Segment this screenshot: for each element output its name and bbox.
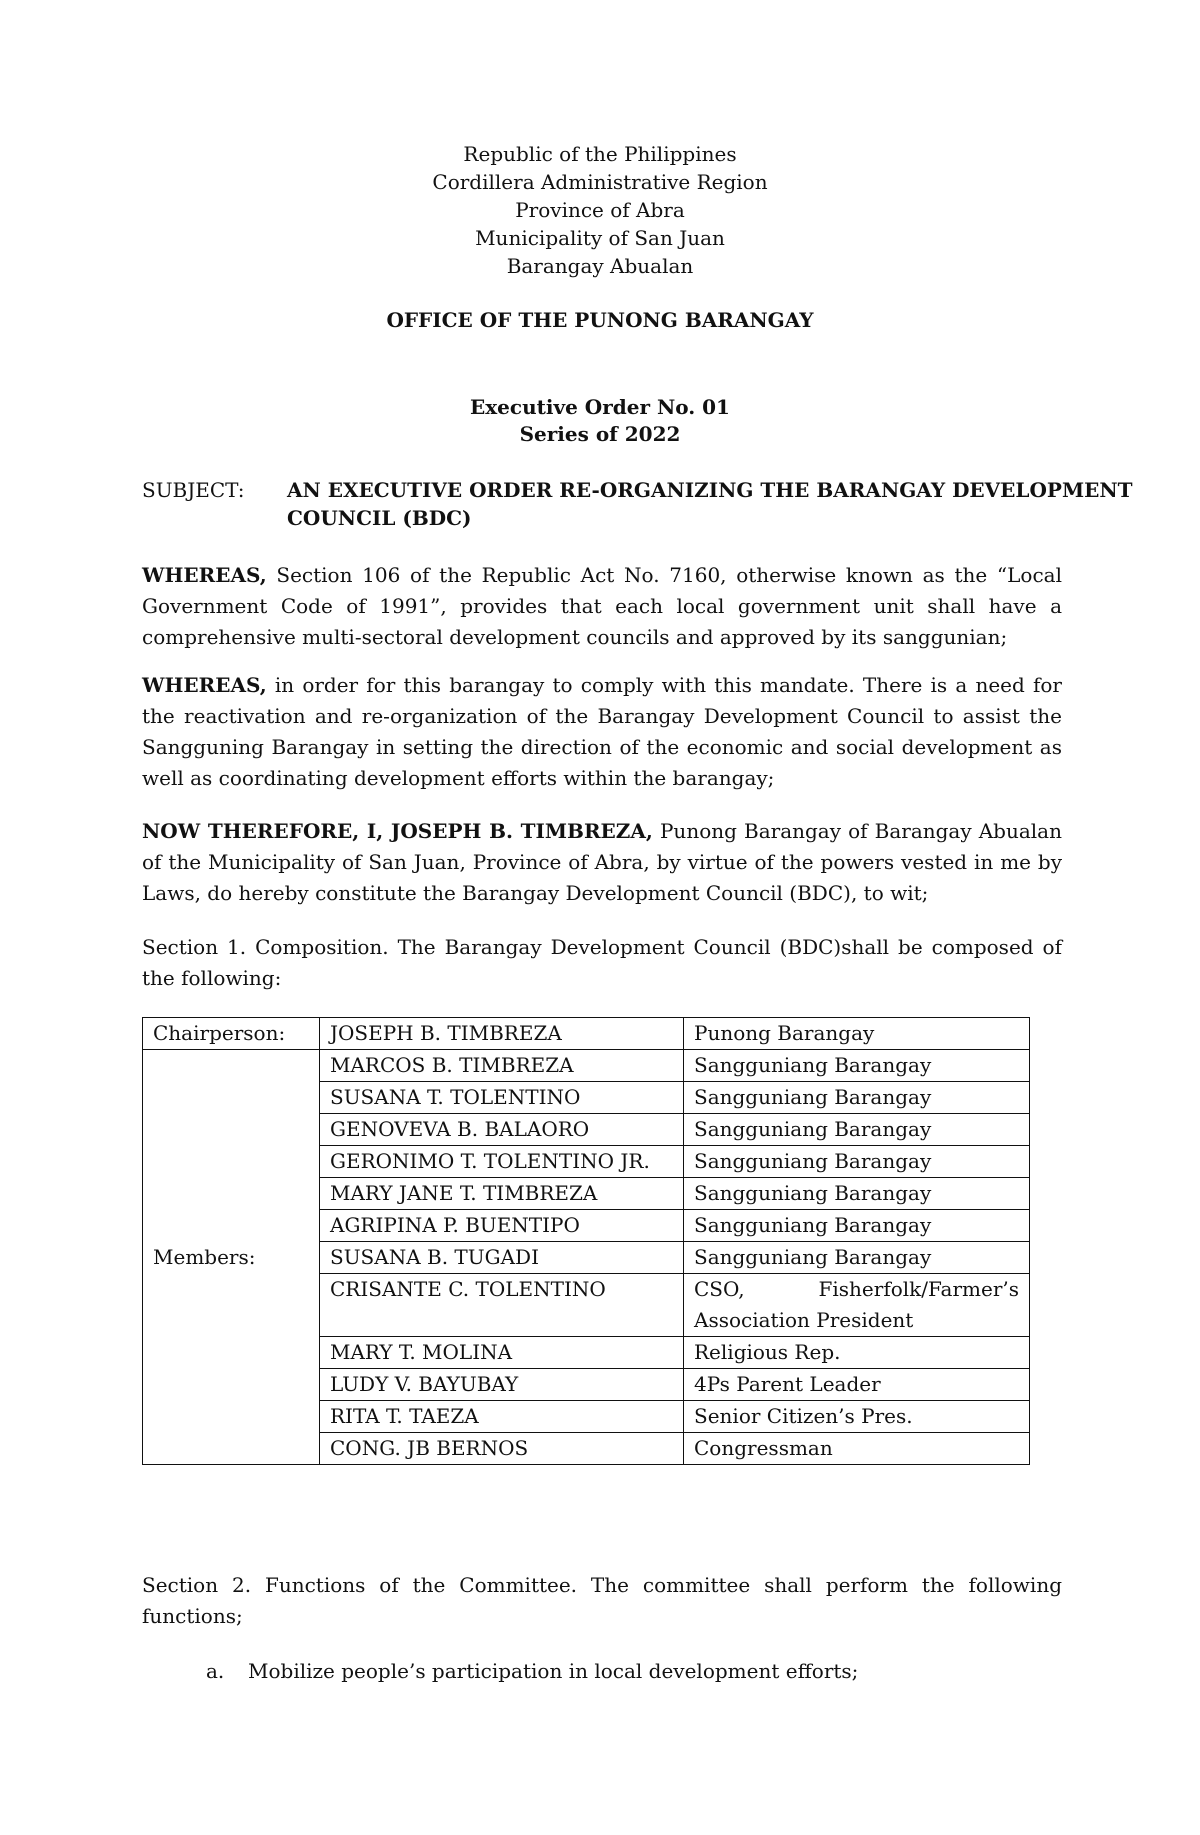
- member-name: MARY T. MOLINA: [320, 1337, 684, 1369]
- council-composition-table: [142, 1017, 1030, 1465]
- office-title: OFFICE OF THE PUNONG BARANGAY: [386, 308, 814, 332]
- member-position: Senior Citizen’s Pres.: [684, 1401, 1030, 1433]
- member-name: MARCOS B. TIMBREZA: [320, 1050, 684, 1082]
- member-position: Sangguniang Barangay: [684, 1114, 1030, 1146]
- member-position-line-1: [694, 1274, 1019, 1305]
- now-therefore-lead: NOW THEREFORE, I, JOSEPH B. TIMBREZA,: [142, 819, 653, 843]
- member-position: Sangguniang Barangay: [684, 1050, 1030, 1082]
- letterhead-line-region: Cordillera Administrative Region: [432, 170, 768, 194]
- member-name: MARY JANE T. TIMBREZA: [320, 1178, 684, 1210]
- member-name: CRISANTE C. TOLENTINO: [320, 1274, 684, 1337]
- member-position: Congressman: [684, 1433, 1030, 1465]
- whereas-lead: WHEREAS,: [142, 673, 267, 697]
- subject-label: SUBJECT:: [142, 478, 245, 502]
- table-row: [143, 1050, 1030, 1082]
- letterhead: [0, 140, 1200, 280]
- member-name: GERONIMO T. TOLENTINO JR.: [320, 1146, 684, 1178]
- letterhead-line-barangay: Barangay Abualan: [506, 254, 694, 278]
- list-item-text: Mobilize people’s participation in local development efforts;: [248, 1659, 859, 1683]
- subject-text: AN EXECUTIVE ORDER RE-ORGANIZING THE BARANGAY DEVELOPMENT COUNCIL (BDC): [287, 478, 1133, 530]
- member-position: 4Ps Parent Leader: [684, 1369, 1030, 1401]
- now-therefore-paragraph: [142, 816, 1062, 909]
- whereas-paragraph-2: [142, 670, 1062, 794]
- member-name: AGRIPINA P. BUENTIPO: [320, 1210, 684, 1242]
- list-item: [206, 1656, 858, 1686]
- letterhead-line-municipality: Municipality of San Juan: [475, 226, 725, 250]
- member-position-part: CSO,: [694, 1277, 745, 1301]
- member-name: LUDY V. BAYUBAY: [320, 1369, 684, 1401]
- member-name: SUSANA B. TUGADI: [320, 1242, 684, 1274]
- whereas-text: in order for this barangay to comply with this mandate. There is a need for the reactivation and re-organization of the Barangay Development Council to assist the Sangguning Barangay in setting the direction of the economic and social development as well as coordinating development efforts within the barangay;: [142, 673, 1062, 790]
- member-position: [684, 1274, 1030, 1337]
- table-row: [143, 1018, 1030, 1050]
- section-2-paragraph: Section 2. Functions of the Committee. The committee shall perform the following functions;: [142, 1573, 1062, 1628]
- member-name: GENOVEVA B. BALAORO: [320, 1114, 684, 1146]
- member-name: SUSANA T. TOLENTINO: [320, 1082, 684, 1114]
- whereas-text: Section 106 of the Republic Act No. 7160, otherwise known as the “Local Government Code of 1991”, provides that each local government unit shall have a comprehensive multi-sectoral development councils and approved by its sanggunian;: [142, 563, 1062, 649]
- executive-order-heading: [0, 394, 1200, 448]
- members-label: Members:: [143, 1050, 320, 1465]
- letterhead-line-country: Republic of the Philippines: [463, 142, 737, 166]
- member-name: RITA T. TAEZA: [320, 1401, 684, 1433]
- section-1-paragraph: Section 1. Composition. The Barangay Development Council (BDC)shall be composed of the following:: [142, 935, 1062, 990]
- member-name: CONG. JB BERNOS: [320, 1433, 684, 1465]
- member-position: Sangguniang Barangay: [684, 1178, 1030, 1210]
- member-position-line-2: Association President: [694, 1308, 914, 1332]
- whereas-lead: WHEREAS,: [142, 563, 267, 587]
- member-position: Sangguniang Barangay: [684, 1242, 1030, 1274]
- chairperson-label: Chairperson:: [143, 1018, 320, 1050]
- now-therefore-text: Punong Barangay of Barangay Abualan of the Municipality of San Juan, Province of Abra, by virtue of the powers vested in me by Laws, do hereby constitute the Barangay Development Council (BDC), to wit;: [142, 819, 1062, 905]
- member-position: Sangguniang Barangay: [684, 1082, 1030, 1114]
- letterhead-line-province: Province of Abra: [515, 198, 685, 222]
- member-position: Religious Rep.: [684, 1337, 1030, 1369]
- member-position: Punong Barangay: [684, 1018, 1030, 1050]
- list-item-letter: a.: [206, 1659, 225, 1683]
- member-name: JOSEPH B. TIMBREZA: [320, 1018, 684, 1050]
- order-series: Series of 2022: [519, 422, 681, 446]
- member-position: Sangguniang Barangay: [684, 1146, 1030, 1178]
- member-position-part: Fisherfolk/Farmer’s: [818, 1277, 1019, 1301]
- order-number: Executive Order No. 01: [470, 395, 730, 419]
- member-position: Sangguniang Barangay: [684, 1210, 1030, 1242]
- whereas-paragraph-1: [142, 560, 1062, 653]
